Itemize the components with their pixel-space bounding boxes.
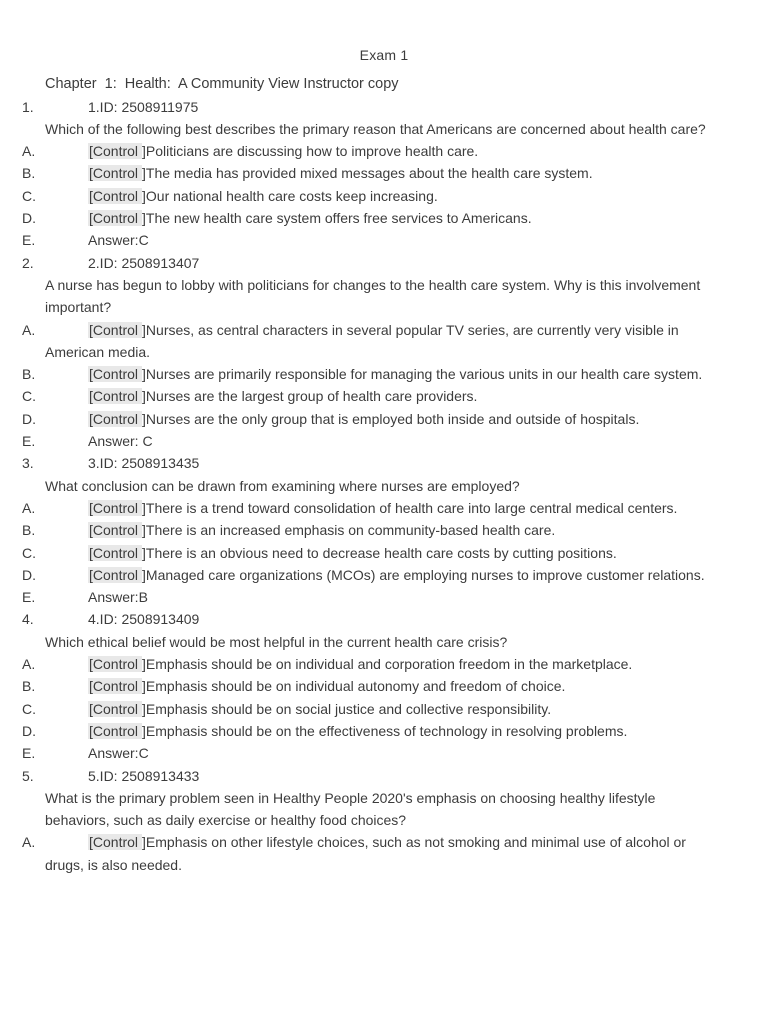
option-row bbox=[22, 229, 713, 251]
control-field[interactable]: [Control bbox=[88, 143, 142, 159]
option-letter: A. bbox=[22, 834, 36, 851]
question-block bbox=[0, 252, 768, 453]
option-content bbox=[45, 564, 713, 586]
option-text: Our national health care costs keep increasing. bbox=[145, 187, 438, 204]
option-row bbox=[22, 653, 713, 675]
option-content bbox=[45, 162, 713, 184]
option-content bbox=[45, 385, 713, 407]
option-row bbox=[22, 207, 713, 229]
option-text: Emphasis should be on individual and corporation freedom in the marketplace. bbox=[145, 656, 633, 673]
option-content bbox=[45, 185, 713, 207]
question-block bbox=[0, 452, 768, 608]
option-text: Answer:C bbox=[88, 745, 149, 762]
option-content bbox=[45, 675, 713, 697]
question-id: 4.ID: 2508913409 bbox=[88, 611, 200, 628]
option-text: Nurses are the only group that is employed both inside and outside of hospitals. bbox=[145, 410, 640, 427]
control-field[interactable]: [Control bbox=[88, 188, 142, 204]
option-letter: A. bbox=[22, 499, 36, 516]
option-text: Managed care organizations (MCOs) are employing nurses to improve customer relations. bbox=[145, 566, 705, 583]
option-letter: D. bbox=[22, 410, 36, 427]
option-row bbox=[22, 408, 713, 430]
option-content bbox=[45, 519, 713, 541]
question-id: 1.ID: 2508911975 bbox=[88, 98, 199, 115]
option-content bbox=[45, 229, 713, 251]
option-text: Answer: C bbox=[88, 433, 153, 450]
question-number-row bbox=[22, 452, 713, 474]
option-letter: A. bbox=[22, 656, 36, 673]
option-text: Answer:B bbox=[88, 589, 148, 606]
question-number-row bbox=[22, 765, 713, 787]
question-list bbox=[0, 96, 768, 876]
option-text: Answer:C bbox=[88, 232, 149, 249]
control-field-close: ] bbox=[142, 187, 146, 204]
option-text: Nurses are the largest group of health care providers. bbox=[145, 388, 478, 405]
option-row bbox=[22, 564, 713, 586]
option-text: Politicians are discussing how to improve health care. bbox=[145, 143, 479, 160]
option-content bbox=[45, 742, 713, 764]
control-field[interactable]: [Control bbox=[88, 701, 142, 717]
option-content bbox=[45, 497, 713, 519]
option-letter: B. bbox=[22, 522, 36, 539]
control-field-close: ] bbox=[142, 499, 146, 516]
control-field[interactable]: [Control bbox=[88, 678, 142, 694]
option-content bbox=[45, 542, 713, 564]
control-field-close: ] bbox=[142, 321, 146, 338]
option-text: There is an obvious need to decrease health care costs by cutting positions. bbox=[145, 544, 617, 561]
control-field[interactable]: [Control bbox=[88, 522, 142, 538]
chapter-heading: Chapter 1: Health: A Community View Instructor copy bbox=[45, 76, 399, 93]
option-row bbox=[22, 430, 713, 452]
question-text: A nurse has begun to lobby with politicians for changes to the health care system. Why is this involvement important? bbox=[45, 276, 701, 316]
control-field-close: ] bbox=[142, 366, 146, 383]
question-block bbox=[0, 765, 768, 876]
control-field[interactable]: [Control bbox=[88, 500, 142, 516]
option-content bbox=[45, 319, 713, 364]
control-field[interactable]: [Control bbox=[88, 165, 142, 181]
option-text: Emphasis should be on the effectiveness of technology in resolving problems. bbox=[145, 722, 628, 739]
option-letter: C. bbox=[22, 187, 36, 204]
option-row bbox=[22, 542, 713, 564]
question-number-row bbox=[22, 96, 713, 118]
control-field[interactable]: [Control bbox=[88, 366, 142, 382]
option-letter: C. bbox=[22, 544, 36, 561]
option-content bbox=[45, 363, 713, 385]
option-letter: D. bbox=[22, 210, 36, 227]
option-text: Emphasis on other lifestyle choices, such as not smoking and minimal use of alcohol or drugs, is also needed. bbox=[45, 834, 686, 873]
control-field-close: ] bbox=[142, 210, 146, 227]
control-field-close: ] bbox=[142, 678, 146, 695]
question-number-row bbox=[22, 608, 713, 630]
option-row bbox=[22, 698, 713, 720]
option-letter: E. bbox=[22, 589, 36, 606]
control-field-close: ] bbox=[142, 544, 146, 561]
control-field[interactable]: [Control bbox=[88, 210, 142, 226]
control-field[interactable]: [Control bbox=[88, 723, 142, 739]
option-text: Nurses, as central characters in several popular TV series, are currently very visible in American media. bbox=[45, 321, 679, 360]
option-letter: C. bbox=[22, 700, 36, 717]
control-field[interactable]: [Control bbox=[88, 545, 142, 561]
option-row bbox=[22, 140, 713, 162]
option-text: There is a trend toward consolidation of health care into large central medical centers. bbox=[145, 499, 678, 516]
option-row bbox=[22, 742, 713, 764]
control-field-close: ] bbox=[142, 388, 146, 405]
option-letter: E. bbox=[22, 745, 36, 762]
option-content bbox=[45, 586, 713, 608]
control-field-close: ] bbox=[142, 656, 146, 673]
option-row bbox=[22, 385, 713, 407]
option-letter: C. bbox=[22, 388, 36, 405]
option-text: There is an increased emphasis on community-based health care. bbox=[145, 522, 556, 539]
option-content bbox=[45, 698, 713, 720]
question-number: 4. bbox=[22, 611, 34, 628]
question-text: Which ethical belief would be most helpful in the current health care crisis? bbox=[45, 633, 508, 650]
option-row bbox=[22, 720, 713, 742]
option-row bbox=[22, 319, 713, 364]
option-row bbox=[22, 519, 713, 541]
control-field-close: ] bbox=[142, 165, 146, 182]
option-letter: D. bbox=[22, 722, 36, 739]
option-text: Emphasis should be on individual autonomy and freedom of choice. bbox=[145, 678, 566, 695]
control-field-close: ] bbox=[142, 522, 146, 539]
question-number-row bbox=[22, 252, 713, 274]
option-content bbox=[45, 720, 713, 742]
control-field[interactable]: [Control bbox=[88, 388, 142, 404]
option-row bbox=[22, 675, 713, 697]
option-row bbox=[22, 831, 713, 876]
question-text: Which of the following best describes the primary reason that Americans are concerned about health care? bbox=[45, 120, 706, 137]
control-field-close: ] bbox=[142, 700, 146, 717]
option-text: The media has provided mixed messages about the health care system. bbox=[145, 165, 593, 182]
question-id: 2.ID: 2508913407 bbox=[88, 254, 200, 271]
option-content bbox=[45, 408, 713, 430]
option-letter: D. bbox=[22, 566, 36, 583]
option-content bbox=[45, 140, 713, 162]
control-field[interactable]: [Control bbox=[88, 567, 142, 583]
question-number: 3. bbox=[22, 455, 34, 472]
question-block bbox=[0, 608, 768, 764]
option-letter: B. bbox=[22, 678, 36, 695]
question-id: 5.ID: 2508913433 bbox=[88, 767, 200, 784]
control-field-close: ] bbox=[142, 834, 146, 851]
option-row bbox=[22, 363, 713, 385]
option-letter: B. bbox=[22, 366, 36, 383]
option-letter: B. bbox=[22, 165, 36, 182]
option-text: Nurses are primarily responsible for managing the various units in our health care system. bbox=[145, 366, 703, 383]
control-field[interactable]: [Control bbox=[88, 322, 142, 338]
control-field[interactable]: [Control bbox=[88, 411, 142, 427]
control-field[interactable]: [Control bbox=[88, 834, 142, 850]
option-letter: E. bbox=[22, 433, 36, 450]
option-text: The new health care system offers free services to Americans. bbox=[145, 210, 532, 227]
option-letter: A. bbox=[22, 143, 36, 160]
question-text: What is the primary problem seen in Healthy People 2020's emphasis on choosing healthy lifestyle behaviors, such as daily exercise or healthy food choices? bbox=[45, 789, 656, 829]
control-field-close: ] bbox=[142, 143, 146, 160]
question-number: 1. bbox=[22, 98, 34, 115]
question-number: 2. bbox=[22, 254, 34, 271]
option-content bbox=[45, 831, 713, 876]
question-block bbox=[0, 96, 768, 252]
control-field-close: ] bbox=[142, 722, 146, 739]
option-row bbox=[22, 586, 713, 608]
question-number: 5. bbox=[22, 767, 34, 784]
option-letter: A. bbox=[22, 321, 36, 338]
option-row bbox=[22, 162, 713, 184]
page-title: Exam 1 bbox=[359, 47, 409, 63]
option-letter: E. bbox=[22, 232, 36, 249]
question-id: 3.ID: 2508913435 bbox=[88, 455, 200, 472]
control-field-close: ] bbox=[142, 410, 146, 427]
control-field-close: ] bbox=[142, 566, 146, 583]
control-field[interactable]: [Control bbox=[88, 656, 142, 672]
question-text: What conclusion can be drawn from examining where nurses are employed? bbox=[45, 477, 520, 494]
option-content bbox=[45, 653, 713, 675]
option-content bbox=[45, 207, 713, 229]
option-row bbox=[22, 185, 713, 207]
option-row bbox=[22, 497, 713, 519]
option-text: Emphasis should be on social justice and collective responsibility. bbox=[145, 700, 552, 717]
option-content bbox=[45, 430, 713, 452]
